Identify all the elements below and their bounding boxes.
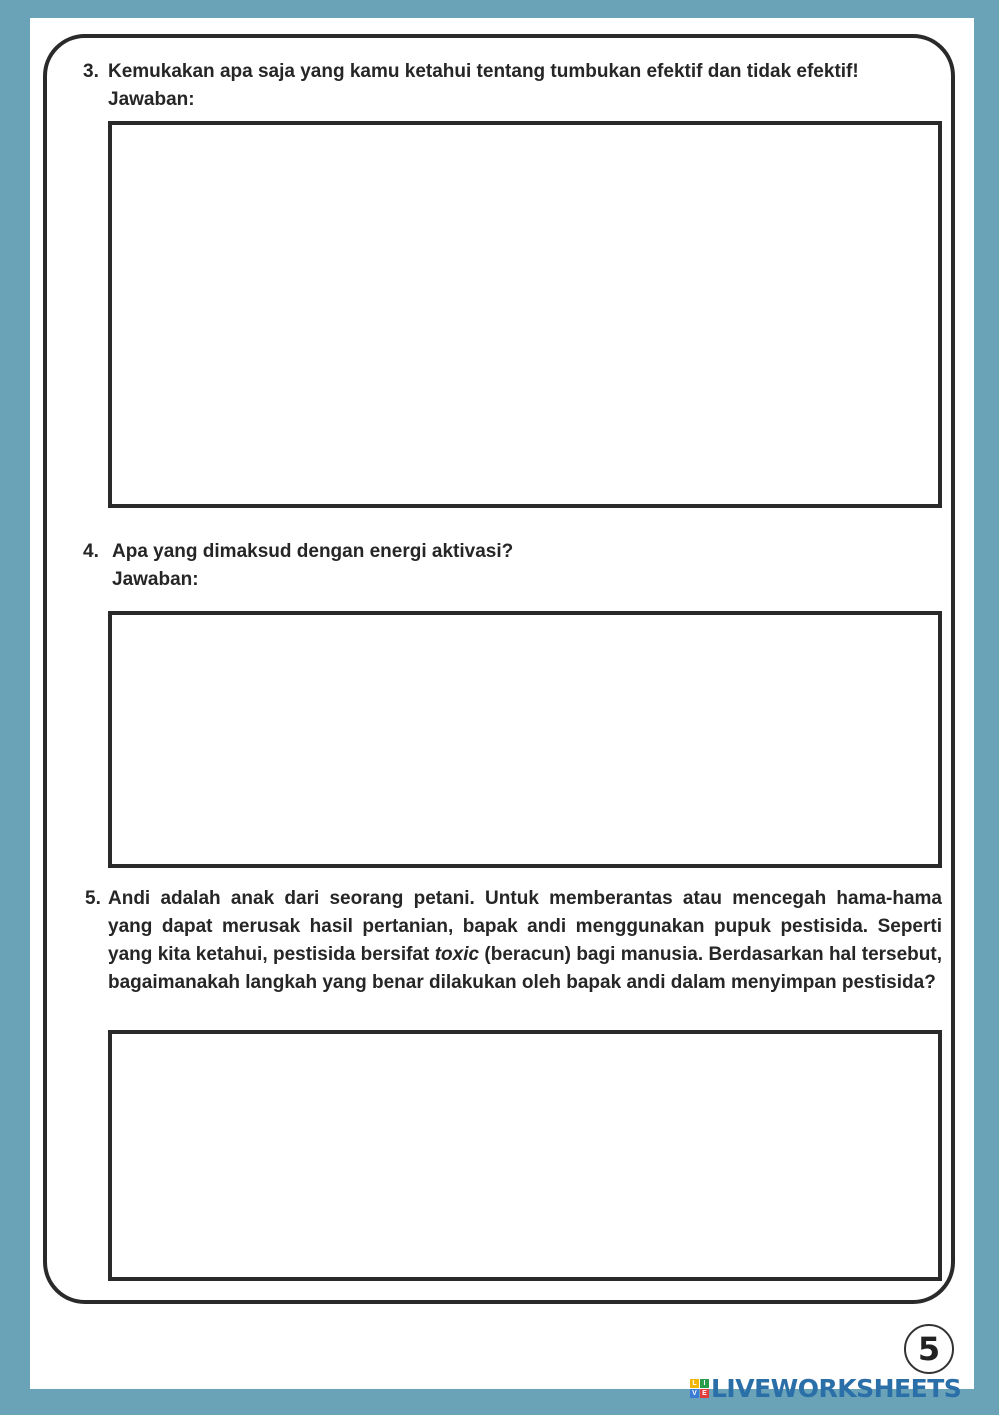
question-5-text-italic: toxic bbox=[434, 944, 480, 965]
question-5-text-part-2: (beracun) bagi manusia. Berdasarkan hal tersebut, bagaimanakah langkah yang benar dilakukan oleh bapak andi dalam menyimpan pestisida? bbox=[108, 944, 942, 993]
question-4-text: Apa yang dimaksud dengan energi aktivasi? bbox=[112, 541, 514, 562]
question-3 bbox=[83, 58, 963, 118]
liveworksheets-watermark bbox=[690, 1374, 961, 1403]
logo-letter-i: I bbox=[700, 1379, 709, 1388]
logo-letter-v: V bbox=[690, 1389, 699, 1398]
page-number-badge: 5 bbox=[904, 1324, 954, 1374]
question-4-answer-label: Jawaban: bbox=[112, 569, 199, 590]
logo-letter-e: E bbox=[700, 1389, 709, 1398]
answer-box-3[interactable] bbox=[108, 121, 942, 508]
logo-letter-l: L bbox=[690, 1379, 699, 1388]
question-5-text bbox=[108, 885, 942, 997]
question-5-number: 5. bbox=[85, 888, 101, 909]
question-4-number: 4. bbox=[83, 541, 99, 562]
question-3-number: 3. bbox=[83, 61, 99, 82]
watermark-text: LIVEWORKSHEETS bbox=[711, 1374, 962, 1403]
question-4 bbox=[83, 538, 963, 598]
liveworksheets-logo-icon bbox=[690, 1379, 709, 1398]
answer-box-5[interactable] bbox=[108, 1030, 942, 1281]
answer-box-4[interactable] bbox=[108, 611, 942, 868]
question-3-answer-label: Jawaban: bbox=[108, 89, 195, 110]
question-5 bbox=[85, 885, 945, 1030]
question-3-text: Kemukakan apa saja yang kamu ketahui tentang tumbukan efektif dan tidak efektif! bbox=[108, 61, 859, 82]
worksheet-page bbox=[30, 18, 974, 1389]
question-5-text-part-1: Andi adalah anak dari seorang petani. Untuk memberantas atau mencegah hama-hama yang dapat merusak hasil pertanian, bapak andi menggunakan pupuk pestisida. Seperti yang kita ketahui, pestisida bersifat bbox=[108, 888, 942, 965]
